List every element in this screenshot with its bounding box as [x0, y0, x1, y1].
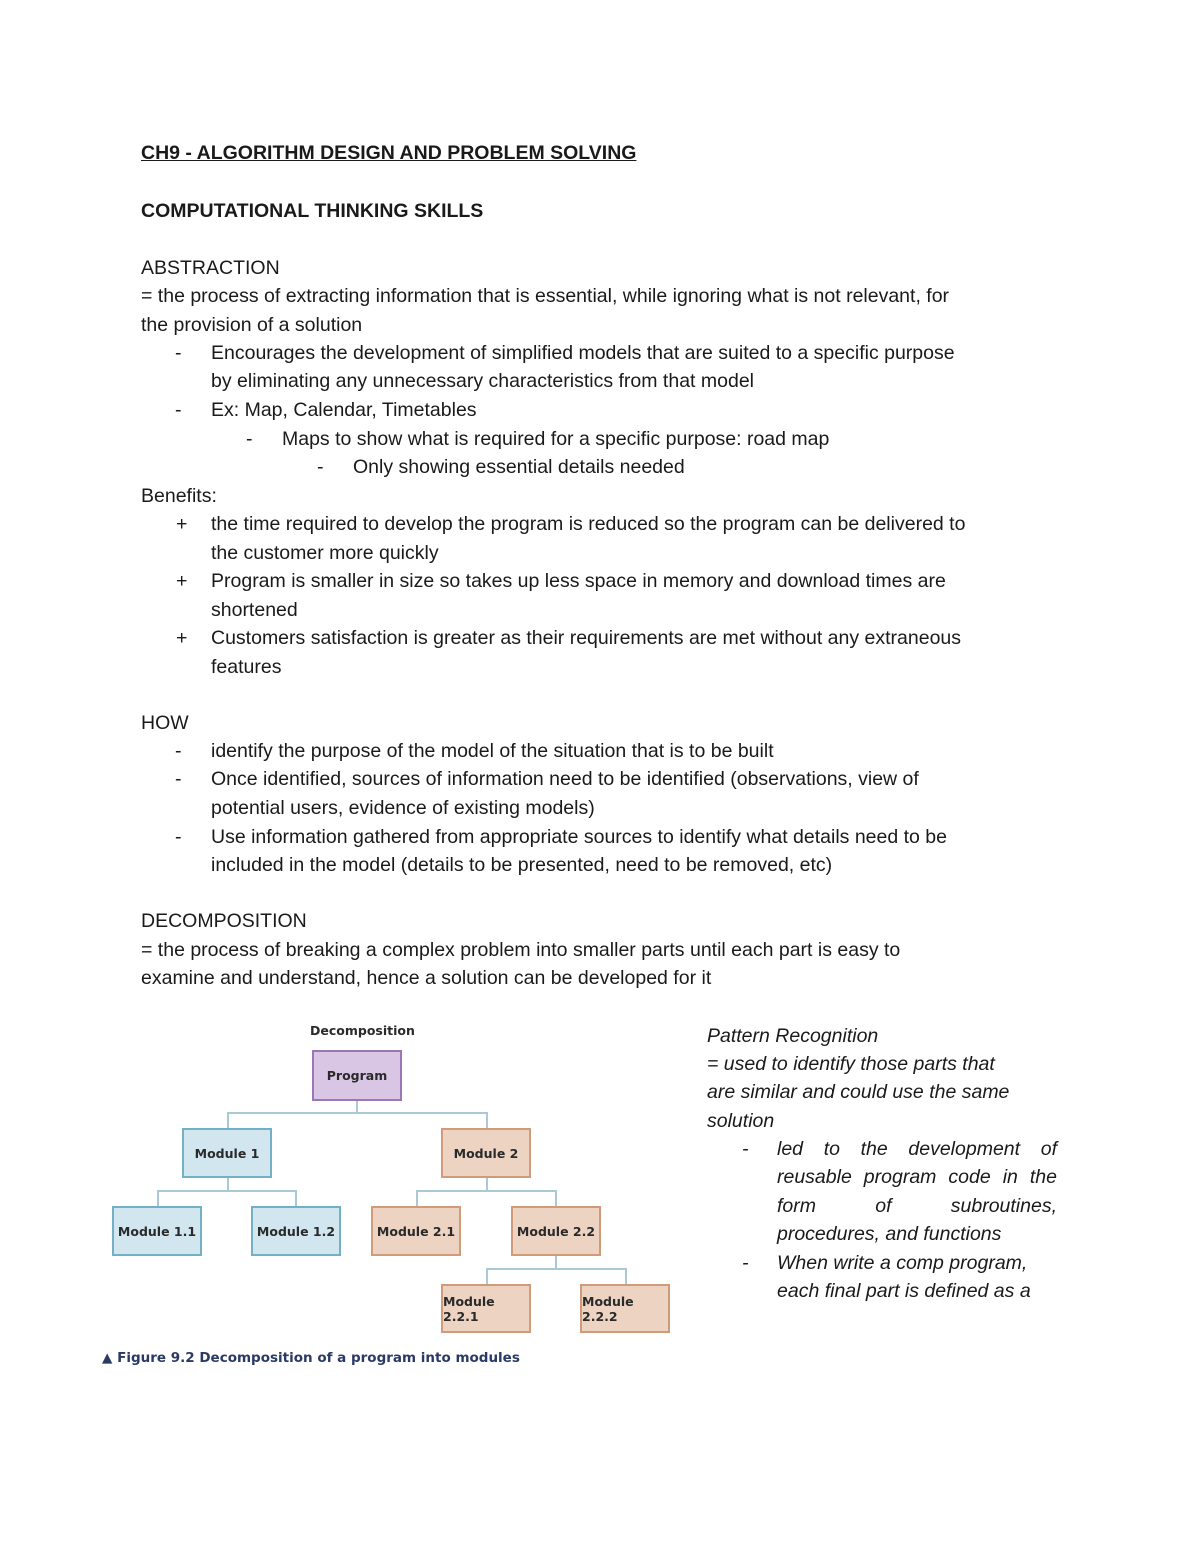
module-2-2-node: Module 2.2 [511, 1206, 601, 1256]
list-item-continuation: procedures, and functions [777, 1223, 1002, 1245]
abstraction-definition-line: the provision of a solution [141, 314, 363, 336]
dash-bullet: - [742, 1252, 749, 1274]
list-item: Use information gathered from appropriate sources to identify what details need to be [211, 826, 948, 848]
diagram-title: Decomposition [310, 1023, 415, 1038]
abstraction-title: ABSTRACTION [141, 257, 280, 279]
plus-bullet: + [176, 627, 188, 649]
how-title: HOW [141, 712, 189, 734]
list-item-continuation: features [211, 656, 282, 678]
list-item: Ex: Map, Calendar, Timetables [211, 399, 477, 421]
list-item-continuation: included in the model (details to be presented, need to be removed, etc) [211, 854, 833, 876]
list-item: the time required to develop the program is reduced so the program can be delivered to [211, 513, 966, 535]
figure-caption [102, 1350, 520, 1366]
dash-bullet: - [742, 1138, 749, 1160]
dash-bullet: - [175, 342, 182, 364]
connector-line [555, 1255, 557, 1269]
pattern-definition-line: are similar and could use the same [707, 1081, 1010, 1103]
program-node: Program [312, 1050, 402, 1101]
benefits-title: Benefits: [141, 485, 217, 507]
list-item-continuation: shortened [211, 599, 298, 621]
dash-bullet: - [175, 768, 182, 790]
dash-bullet: - [175, 740, 182, 762]
list-item-continuation: the customer more quickly [211, 542, 439, 564]
connector-line [227, 1112, 487, 1114]
list-item-continuation: form of subroutines, [777, 1195, 1057, 1217]
list-item: Customers satisfaction is greater as their requirements are met without any extraneous [211, 627, 962, 649]
pattern-definition-line: solution [707, 1110, 775, 1132]
decomposition-definition-line: examine and understand, hence a solution can be developed for it [141, 967, 712, 989]
plus-bullet: + [176, 570, 188, 592]
list-item: identify the purpose of the model of the situation that is to be built [211, 740, 774, 762]
module-1-1-node: Module 1.1 [112, 1206, 202, 1256]
abstraction-definition-line: = the process of extracting information that is essential, while ignoring what is not relevant, for [141, 285, 950, 307]
connector-line [227, 1112, 229, 1128]
sub-sub-list-item: Only showing essential details needed [353, 456, 685, 478]
connector-line [486, 1268, 626, 1270]
dash-bullet: - [175, 399, 182, 421]
section-heading: COMPUTATIONAL THINKING SKILLS [141, 200, 484, 222]
list-item: led to the development of [777, 1138, 1057, 1160]
pattern-title: Pattern Recognition [707, 1025, 879, 1047]
figure-caption-text: Figure 9.2 Decomposition of a program into modules [117, 1350, 520, 1366]
connector-line [295, 1190, 297, 1206]
pattern-definition-line: = used to identify those parts that [707, 1053, 995, 1075]
module-1-2-node: Module 1.2 [251, 1206, 341, 1256]
module-2-2-2-node: Module 2.2.2 [580, 1284, 670, 1333]
plus-bullet: + [176, 513, 188, 535]
module-1-node: Module 1 [182, 1128, 272, 1178]
dash-bullet: - [175, 826, 182, 848]
list-item-continuation: reusable program code in the [777, 1166, 1057, 1188]
connector-line [416, 1190, 418, 1206]
connector-line [157, 1190, 159, 1206]
list-item-continuation: potential users, evidence of existing models) [211, 797, 595, 819]
triangle-icon: ▲ [102, 1350, 113, 1366]
list-item-continuation: by eliminating any unnecessary characteristics from that model [211, 370, 754, 392]
page-title: CH9 - ALGORITHM DESIGN AND PROBLEM SOLVING [141, 142, 637, 164]
module-2-2-1-node: Module 2.2.1 [441, 1284, 531, 1333]
connector-line [625, 1268, 627, 1284]
connector-line [486, 1112, 488, 1128]
module-2-1-node: Module 2.1 [371, 1206, 461, 1256]
dash-bullet: - [246, 428, 253, 450]
sub-list-item: Maps to show what is required for a specific purpose: road map [282, 428, 830, 450]
decomposition-diagram [100, 1015, 680, 1375]
decomposition-title: DECOMPOSITION [141, 910, 307, 932]
connector-line [486, 1268, 488, 1284]
connector-line [416, 1190, 556, 1192]
list-item: When write a comp program, [777, 1252, 1028, 1274]
connector-line [555, 1190, 557, 1206]
decomposition-definition-line: = the process of breaking a complex problem into smaller parts until each part is easy to [141, 939, 901, 961]
dash-bullet: - [317, 456, 324, 478]
connector-line [157, 1190, 297, 1192]
list-item: Program is smaller in size so takes up less space in memory and download times are [211, 570, 946, 592]
module-2-node: Module 2 [441, 1128, 531, 1178]
list-item: Encourages the development of simplified models that are suited to a specific purpose [211, 342, 955, 364]
list-item: Once identified, sources of information need to be identified (observations, view of [211, 768, 919, 790]
list-item-continuation: each final part is defined as a [777, 1280, 1031, 1302]
